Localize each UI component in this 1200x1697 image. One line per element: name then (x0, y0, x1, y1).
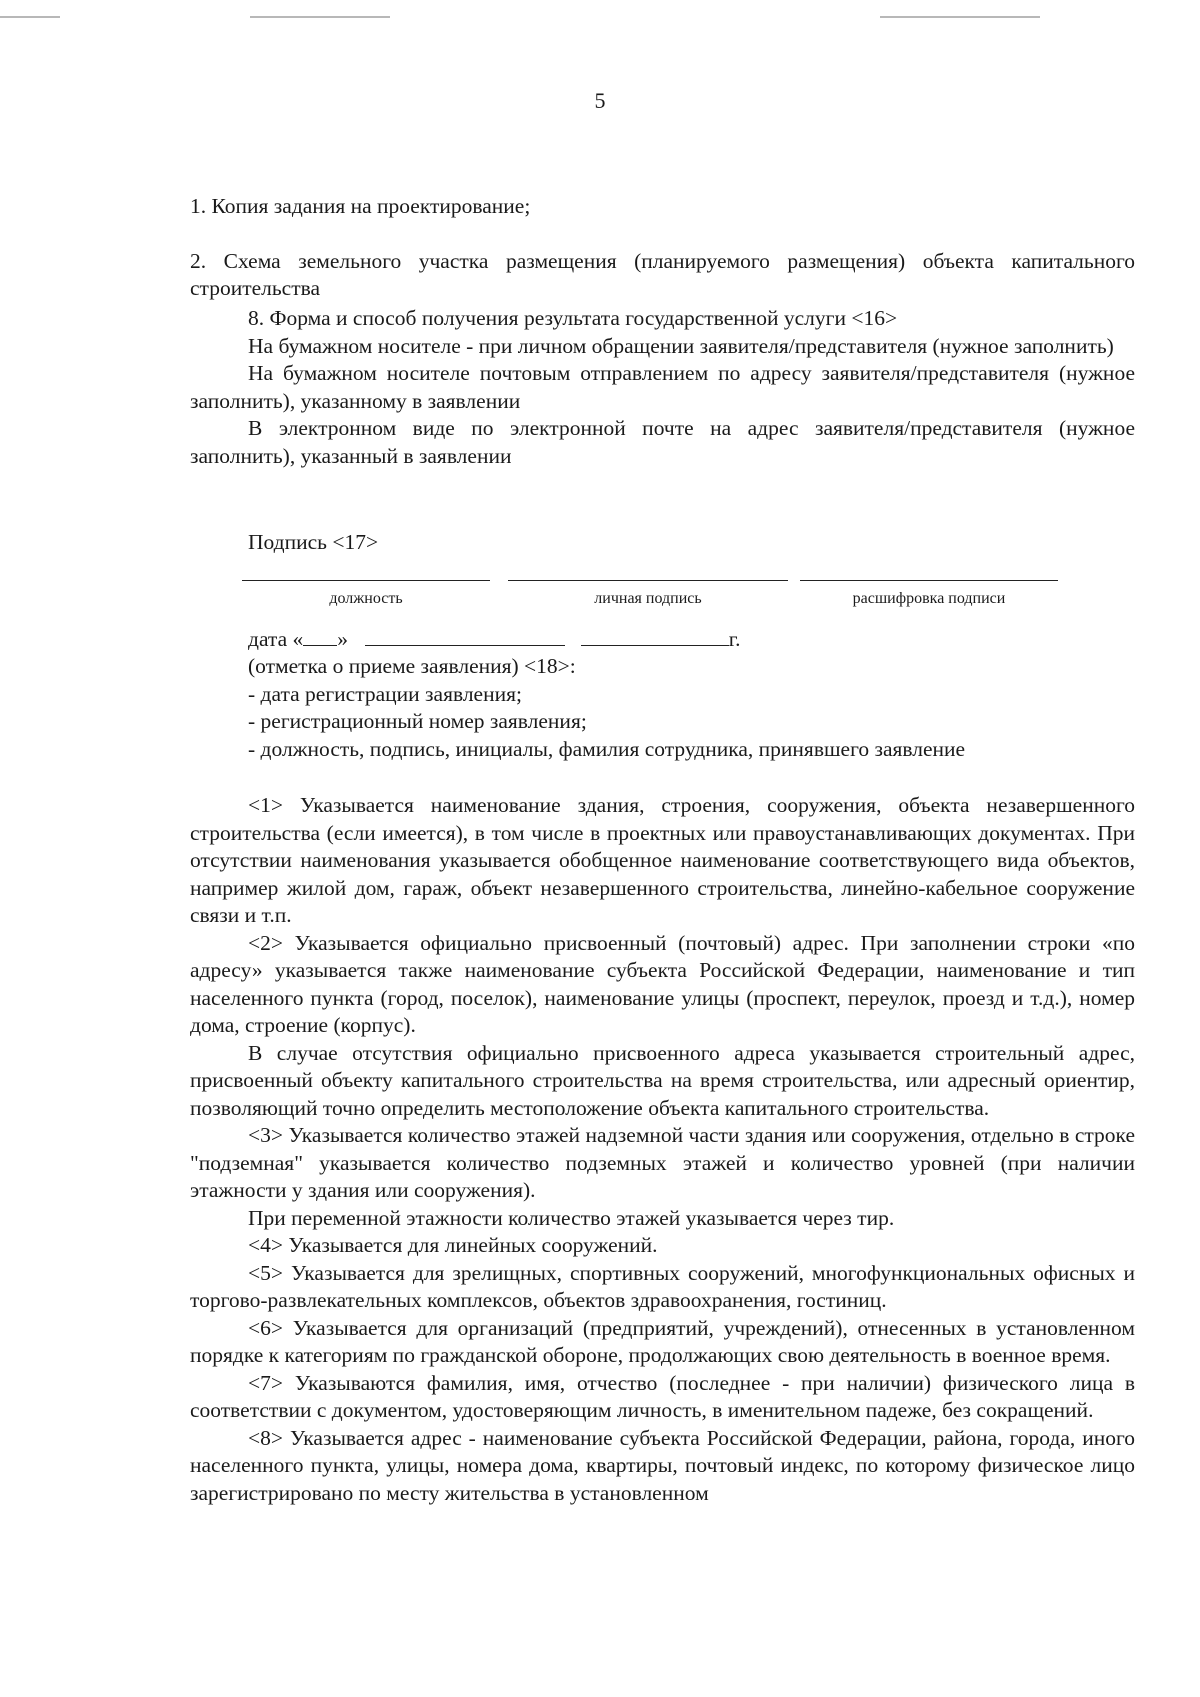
caption-signature: личная подпись (594, 590, 702, 607)
year-field[interactable] (581, 623, 729, 646)
reception-mark (248, 653, 965, 763)
reception-item: - регистрационный номер заявления; (248, 709, 587, 733)
footnote: При переменной этажности количество этажей указывается через тир. (248, 1205, 895, 1230)
delivery-option: В электронном виде по электронной почте на адрес заявителя/представителя (нужное заполнить), указанный в заявлении (190, 416, 1135, 468)
scan-artifact (250, 16, 390, 18)
footnote: <3> Указывается количество этажей надземной части здания или сооружения, отдельно в строке "подземная" указывается количество подземных этажей и количество уровней (при наличии этажности у здания или сооружения). (190, 1123, 1135, 1202)
attachments (190, 193, 1135, 303)
footnote: <2> Указывается официально присвоенный (почтовый) адрес. При заполнении строки «по адресу» указывается также наименование субъекта Российской Федерации, наименование и тип населенного пункта (город, поселок), наименование улицы (проспект, переулок, проезд и т.д.), номер дома, строение (корпус). (190, 930, 1135, 1037)
caption-name-decoding: расшифровка подписи (852, 590, 1006, 607)
section-8 (190, 305, 1135, 470)
day-field[interactable] (303, 623, 337, 646)
month-field[interactable] (365, 623, 565, 646)
footnote: <7> Указываются фамилия, имя, отчество (последнее - при наличии) физического лица в соответствии с документом, удостоверяющим личность, в именительном падеже, без сокращений. (190, 1370, 1135, 1422)
scan-artifact (0, 16, 60, 18)
footnotes (190, 792, 1135, 1507)
reception-title: (отметка о приеме заявления) <18>: (248, 654, 576, 678)
delivery-option: На бумажном носителе почтовым отправлением по адресу заявителя/представителя (нужное заполнить), указанному в заявлении (190, 361, 1135, 413)
name-decoding-line[interactable] (800, 580, 1058, 581)
attachment-item: 2. Схема земельного участка размещения (планируемого размещения) объекта капитального строительства (190, 248, 1135, 300)
position-line[interactable] (242, 580, 490, 581)
reception-item: - должность, подпись, инициалы, фамилия сотрудника, принявшего заявление (248, 736, 966, 761)
year-suffix: г. (728, 627, 741, 651)
scan-artifact (880, 16, 1040, 18)
footnote: <1> Указывается наименование здания, строения, сооружения, объекта незавершенного строительства (если имеется), в том числе в проектных или правоустанавливающих документах. При отсутствии наименования указывается обобщенное наименование соответствующего вида объектов, например жилой дом, гараж, объект незавершенного строительства, линейно-кабельное сооружение связи и т.п. (190, 793, 1135, 927)
date-prefix: дата « (248, 627, 304, 651)
page-number: 5 (594, 88, 606, 113)
section-8-title: 8. Форма и способ получения результата государственной услуги <16> (248, 306, 898, 330)
footnote: <5> Указывается для зрелищных, спортивных сооружений, многофункциональных офисных и торгово-развлекательных комплексов, объектов здравоохранения, гостиниц. (190, 1260, 1135, 1312)
footnote: <4> Указывается для линейных сооружений. (248, 1233, 658, 1257)
date-line (248, 623, 741, 652)
attachment-item: 1. Копия задания на проектирование; (190, 194, 531, 218)
reception-item: - дата регистрации заявления; (248, 681, 522, 706)
caption-position: должность (329, 590, 403, 607)
delivery-option: На бумажном носителе - при личном обращении заявителя/представителя (нужное заполнить) (248, 333, 1114, 358)
signature-title: Подпись <17> (248, 530, 379, 554)
footnote: В случае отсутствия официально присвоенного адреса указывается строительный адрес, присвоенный объекту капитального строительства на время строительства, или адресный ориентир, позволяющий точно определить местоположение объекта капитального строительства. (190, 1040, 1135, 1120)
date-mid: » (337, 627, 349, 651)
footnote: <8> Указывается адрес - наименование субъекта Российской Федерации, района, города, иного населенного пункта, улицы, номера дома, квартиры, почтовый индекс, по которому физическое лицо зарегистрировано по месту жительства в установленном (190, 1425, 1135, 1505)
footnote: <6> Указывается для организаций (предприятий, учреждений), отнесенных в установленном порядке к категориям по гражданской обороне, продолжающих свою деятельность в военное время. (190, 1315, 1135, 1367)
signature-line[interactable] (508, 580, 788, 581)
